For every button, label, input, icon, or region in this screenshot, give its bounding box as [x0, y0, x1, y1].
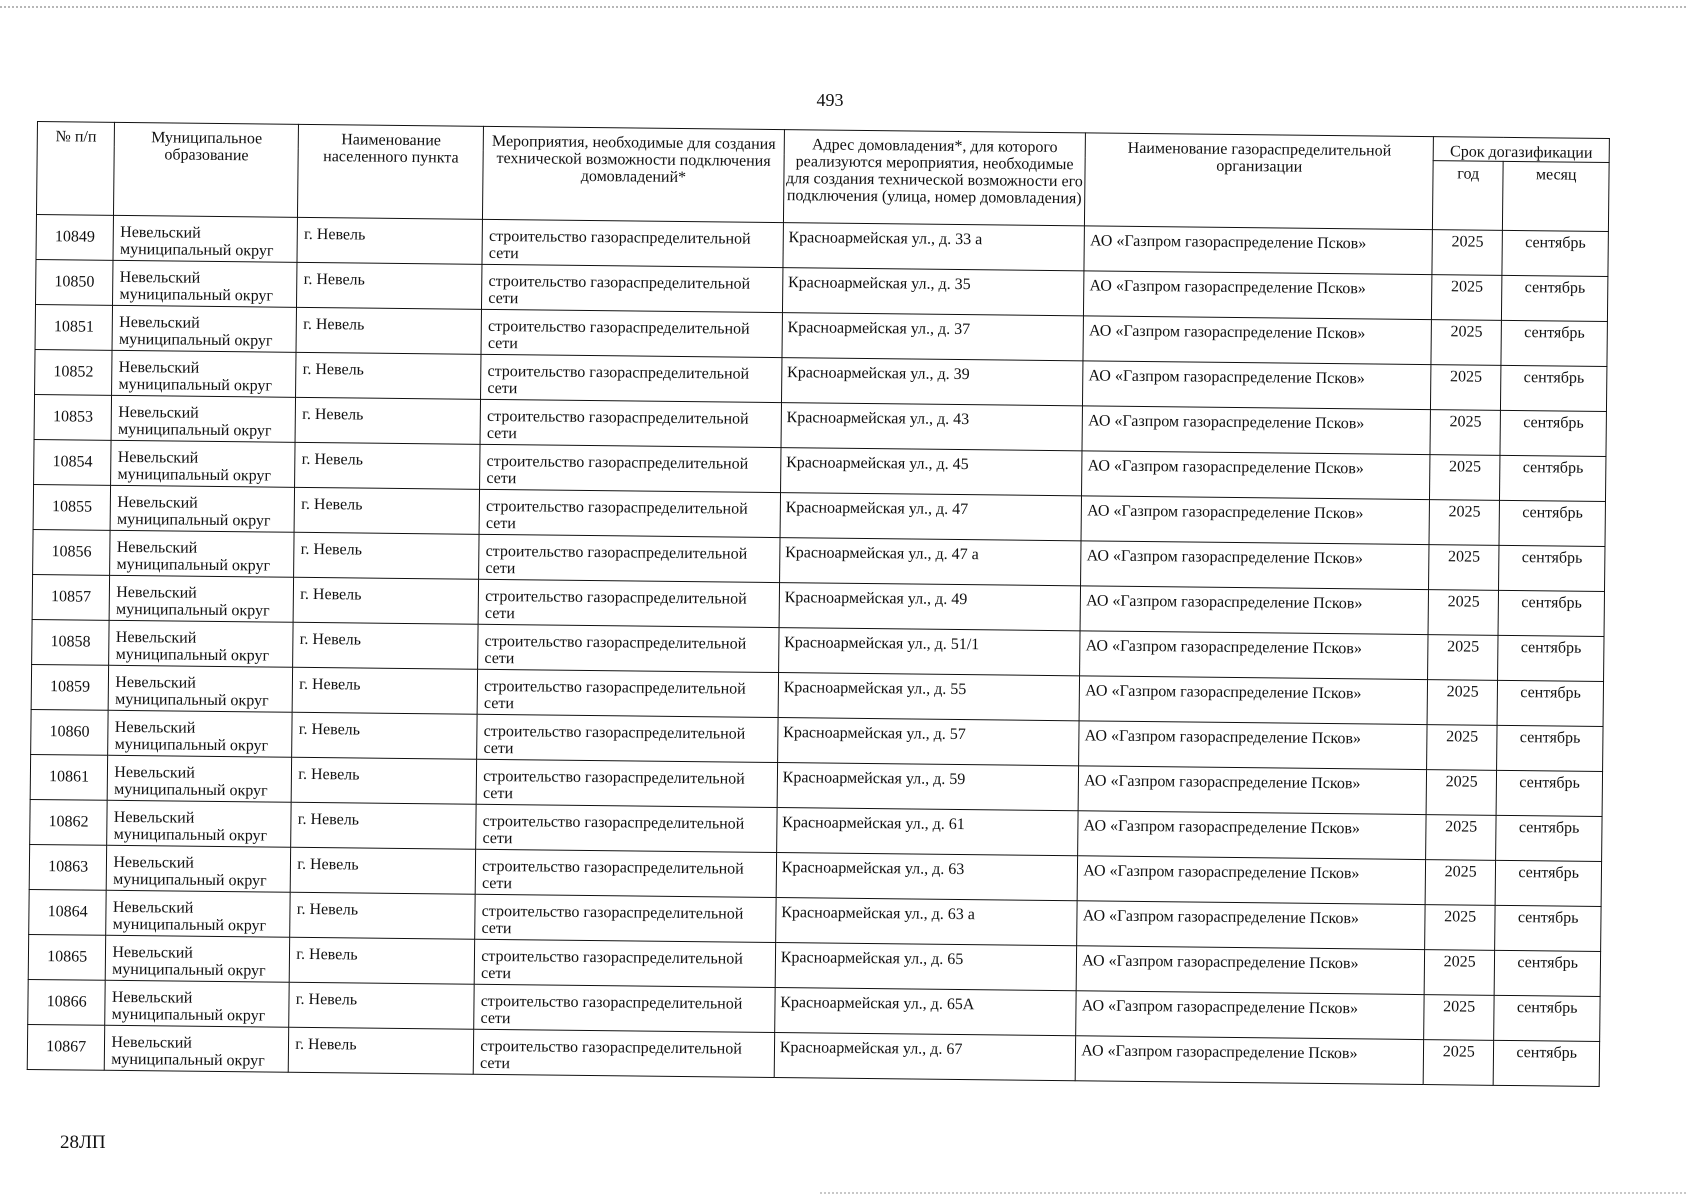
address-cell: Красноармейская ул., д. 51/1	[778, 628, 1080, 676]
month-cell: сентябрь	[1499, 545, 1605, 591]
header-month: месяц	[1503, 161, 1609, 231]
gasification-table	[27, 121, 1610, 1087]
locality-cell: г. Невель	[291, 757, 476, 804]
year-cell: 2025	[1430, 410, 1501, 456]
activity-cell: строительство газораспределительной сети	[477, 714, 778, 762]
municipality-cell: Невельский муниципальный округ	[109, 575, 293, 622]
activity-cell: строительство газораспределительной сети	[478, 579, 779, 627]
activity-cell: строительство газораспределительной сети	[482, 264, 783, 312]
locality-cell: г. Невель	[290, 892, 475, 939]
month-cell: сентябрь	[1500, 455, 1606, 501]
address-cell: Красноармейская ул., д. 43	[781, 403, 1083, 451]
organization-cell: АО «Газпром газораспределение Псков»	[1077, 856, 1425, 905]
locality-cell: г. Невель	[294, 532, 479, 579]
month-cell: сентябрь	[1495, 950, 1601, 996]
municipality-cell: Невельский муниципальный округ	[110, 485, 294, 532]
row-number: 10853	[34, 394, 112, 440]
row-number: 10865	[28, 934, 106, 980]
address-cell: Красноармейская ул., д. 35	[782, 268, 1084, 316]
municipality-cell: Невельский муниципальный округ	[111, 395, 295, 442]
row-number: 10857	[32, 574, 110, 620]
year-cell: 2025	[1429, 545, 1500, 591]
locality-cell: г. Невель	[296, 352, 481, 399]
header-row	[37, 122, 1609, 163]
locality-cell: г. Невель	[293, 577, 478, 624]
activity-cell: строительство газораспределительной сети	[481, 309, 782, 357]
municipality-cell: Невельский муниципальный округ	[108, 710, 292, 757]
activity-cell: строительство газораспределительной сети	[476, 759, 777, 807]
activity-cell: строительство газораспределительной сети	[480, 399, 781, 447]
year-cell: 2025	[1424, 950, 1495, 996]
organization-cell: АО «Газпром газораспределение Псков»	[1079, 721, 1427, 770]
header-organization: Наименование газораспределительной организации	[1085, 133, 1434, 230]
month-cell: сентябрь	[1500, 410, 1606, 456]
header-year: год	[1432, 161, 1503, 231]
row-number: 10852	[35, 349, 113, 395]
municipality-cell: Невельский муниципальный округ	[110, 530, 294, 577]
organization-cell: АО «Газпром газораспределение Псков»	[1078, 766, 1426, 815]
organization-cell: АО «Газпром газораспределение Псков»	[1080, 631, 1428, 680]
month-cell: сентябрь	[1501, 320, 1607, 366]
municipality-cell: Невельский муниципальный округ	[109, 665, 293, 712]
year-cell: 2025	[1431, 365, 1502, 411]
row-number: 10863	[29, 844, 107, 890]
municipality-cell: Невельский муниципальный округ	[113, 260, 297, 307]
year-cell: 2025	[1431, 320, 1502, 366]
activity-cell: строительство газораспределительной сети	[478, 624, 779, 672]
address-cell: Красноармейская ул., д. 45	[780, 448, 1082, 496]
locality-cell: г. Невель	[289, 1027, 474, 1074]
organization-cell: АО «Газпром газораспределение Псков»	[1079, 676, 1427, 725]
organization-cell: АО «Газпром газораспределение Псков»	[1083, 361, 1431, 410]
organization-cell: АО «Газпром газораспределение Псков»	[1075, 1036, 1423, 1085]
row-number: 10850	[36, 259, 114, 305]
activity-cell: строительство газораспределительной сети	[475, 894, 776, 942]
locality-cell: г. Невель	[295, 442, 480, 489]
address-cell: Красноармейская ул., д. 47 а	[779, 538, 1081, 586]
address-cell: Красноармейская ул., д. 57	[777, 718, 1079, 766]
year-cell: 2025	[1426, 770, 1497, 816]
activity-cell: строительство газораспределительной сети	[482, 219, 783, 267]
locality-cell: г. Невель	[294, 487, 479, 534]
organization-cell: АО «Газпром газораспределение Псков»	[1084, 271, 1432, 320]
header-num: № п/п	[36, 122, 114, 216]
month-cell: сентябрь	[1498, 590, 1604, 636]
locality-cell: г. Невель	[295, 397, 480, 444]
year-cell: 2025	[1427, 680, 1498, 726]
activity-cell: строительство газораспределительной сети	[479, 534, 780, 582]
header-address: Адрес домовладения*, для которого реализуются мероприятия, необходимые для создания технической возможности его подключения (улица, номер домовладения)	[783, 130, 1086, 226]
row-number: 10861	[30, 754, 108, 800]
locality-cell: г. Невель	[292, 667, 477, 714]
address-cell: Красноармейская ул., д. 65	[775, 943, 1077, 991]
organization-cell: АО «Газпром газораспределение Псков»	[1076, 946, 1424, 995]
municipality-cell: Невельский муниципальный округ	[105, 1025, 289, 1072]
municipality-cell: Невельский муниципальный округ	[112, 305, 296, 352]
organization-cell: АО «Газпром газораспределение Псков»	[1078, 811, 1426, 860]
locality-cell: г. Невель	[297, 262, 482, 309]
activity-cell: строительство газораспределительной сети	[479, 489, 780, 537]
scan-edge-top	[0, 6, 1686, 11]
activity-cell: строительство газораспределительной сети	[474, 984, 775, 1032]
activity-cell: строительство газораспределительной сети	[480, 444, 781, 492]
month-cell: сентябрь	[1496, 860, 1602, 906]
year-cell: 2025	[1425, 905, 1496, 951]
row-number: 10866	[28, 979, 106, 1025]
year-cell: 2025	[1425, 860, 1496, 906]
month-cell: сентябрь	[1494, 1040, 1600, 1086]
year-cell: 2025	[1427, 725, 1498, 771]
month-cell: сентябрь	[1496, 815, 1602, 861]
row-number: 10849	[36, 214, 114, 260]
month-cell: сентябрь	[1501, 365, 1607, 411]
municipality-cell: Невельский муниципальный округ	[106, 935, 290, 982]
municipality-cell: Невельский муниципальный округ	[107, 845, 291, 892]
organization-cell: АО «Газпром газораспределение Псков»	[1081, 496, 1429, 545]
address-cell: Красноармейская ул., д. 37	[782, 313, 1084, 361]
organization-cell: АО «Газпром газораспределение Псков»	[1081, 541, 1429, 590]
locality-cell: г. Невель	[289, 982, 474, 1029]
organization-cell: АО «Газпром газораспределение Псков»	[1080, 586, 1428, 635]
row-number: 10864	[29, 889, 107, 935]
municipality-cell: Невельский муниципальный округ	[107, 800, 291, 847]
address-cell: Красноармейская ул., д. 59	[777, 763, 1079, 811]
table-body	[27, 214, 1608, 1086]
address-cell: Красноармейская ул., д. 33 а	[783, 223, 1085, 271]
header-activities: Мероприятия, необходимые для создания технической возможности подключения домовладений*	[483, 126, 785, 222]
year-cell: 2025	[1426, 815, 1497, 861]
year-cell: 2025	[1424, 995, 1495, 1041]
locality-cell: г. Невель	[291, 802, 476, 849]
document-code: 28ЛП	[60, 1132, 106, 1153]
address-cell: Красноармейская ул., д. 49	[779, 583, 1081, 631]
activity-cell: строительство газораспределительной сети	[473, 1029, 774, 1077]
month-cell: сентябрь	[1496, 770, 1602, 816]
month-cell: сентябрь	[1497, 725, 1603, 771]
address-cell: Красноармейская ул., д. 55	[778, 673, 1080, 721]
locality-cell: г. Невель	[290, 937, 475, 984]
row-number: 10867	[27, 1024, 105, 1070]
year-cell: 2025	[1423, 1040, 1494, 1086]
month-cell: сентябрь	[1499, 500, 1605, 546]
locality-cell: г. Невель	[290, 847, 475, 894]
address-cell: Красноармейская ул., д. 65А	[774, 988, 1076, 1036]
locality-cell: г. Невель	[297, 217, 482, 264]
row-number: 10854	[34, 439, 112, 485]
activity-cell: строительство газораспределительной сети	[474, 939, 775, 987]
organization-cell: АО «Газпром газораспределение Псков»	[1077, 901, 1425, 950]
month-cell: сентябрь	[1495, 905, 1601, 951]
locality-cell: г. Невель	[292, 712, 477, 759]
month-cell: сентябрь	[1502, 230, 1608, 276]
header-term: Срок догазификации	[1433, 137, 1609, 163]
month-cell: сентябрь	[1497, 680, 1603, 726]
activity-cell: строительство газораспределительной сети	[475, 849, 776, 897]
year-cell: 2025	[1430, 455, 1501, 501]
municipality-cell: Невельский муниципальный округ	[105, 980, 289, 1027]
municipality-cell: Невельский муниципальный округ	[108, 755, 292, 802]
locality-cell: г. Невель	[296, 307, 481, 354]
organization-cell: АО «Газпром газораспределение Псков»	[1082, 451, 1430, 500]
year-cell: 2025	[1428, 635, 1499, 681]
month-cell: сентябрь	[1502, 275, 1608, 321]
activity-cell: строительство газораспределительной сети	[481, 354, 782, 402]
row-number: 10858	[32, 619, 110, 665]
address-cell: Красноармейская ул., д. 63 а	[775, 898, 1077, 946]
year-cell: 2025	[1428, 590, 1499, 636]
municipality-cell: Невельский муниципальный округ	[112, 350, 296, 397]
address-cell: Красноармейская ул., д. 61	[776, 808, 1078, 856]
header-locality: Наименование населенного пункта	[298, 124, 484, 219]
row-number: 10855	[33, 484, 111, 530]
address-cell: Красноармейская ул., д. 39	[781, 358, 1083, 406]
row-number: 10860	[31, 709, 109, 755]
organization-cell: АО «Газпром газораспределение Псков»	[1082, 406, 1430, 455]
row-number: 10851	[35, 304, 113, 350]
locality-cell: г. Невель	[293, 622, 478, 669]
row-number: 10859	[31, 664, 109, 710]
address-cell: Красноармейская ул., д. 67	[774, 1033, 1076, 1081]
row-number: 10862	[30, 799, 108, 845]
address-cell: Красноармейская ул., д. 63	[776, 853, 1078, 901]
organization-cell: АО «Газпром газораспределение Псков»	[1076, 991, 1424, 1040]
month-cell: сентябрь	[1498, 635, 1604, 681]
municipality-cell: Невельский муниципальный округ	[111, 440, 295, 487]
page-number: 493	[816, 90, 844, 110]
municipality-cell: Невельский муниципальный округ	[109, 620, 293, 667]
month-cell: сентябрь	[1494, 995, 1600, 1041]
year-cell: 2025	[1431, 275, 1502, 321]
activity-cell: строительство газораспределительной сети	[476, 804, 777, 852]
scan-edge-bottom	[820, 1192, 1686, 1197]
header-municipality: Муниципальное образование	[114, 122, 299, 217]
municipality-cell: Невельский муниципальный округ	[113, 215, 297, 262]
organization-cell: АО «Газпром газораспределение Псков»	[1083, 316, 1431, 365]
organization-cell: АО «Газпром газораспределение Псков»	[1084, 226, 1432, 275]
year-cell: 2025	[1432, 230, 1503, 276]
activity-cell: строительство газораспределительной сети	[477, 669, 778, 717]
row-number: 10856	[33, 529, 111, 575]
address-cell: Красноармейская ул., д. 47	[780, 493, 1082, 541]
municipality-cell: Невельский муниципальный округ	[106, 890, 290, 937]
year-cell: 2025	[1429, 500, 1500, 546]
